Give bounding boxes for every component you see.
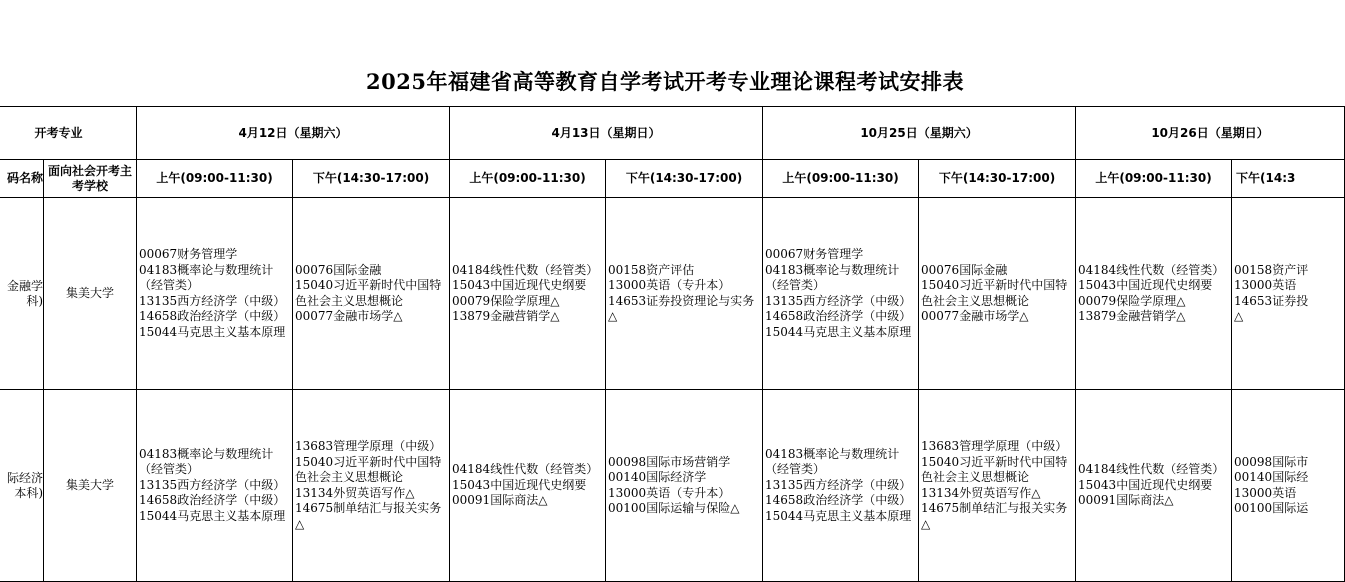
course-cell (1076, 390, 1232, 582)
major-name-cell (0, 198, 44, 390)
course-line: 13135西方经济学（中级） (765, 477, 912, 492)
course-cell (1076, 198, 1232, 390)
page-title: 2025年福建省高等教育自学考试开考专业理论课程考试安排表 (366, 69, 964, 94)
course-line: 00091国际商法△ (1078, 493, 1174, 508)
course-line: 15044马克思主义基本原理 (765, 324, 912, 339)
course-line: 15040习近平新时代中国特 (921, 278, 1068, 292)
course-line: 00076国际金融 (295, 262, 382, 277)
course-line: 15043中国近现代史纲要 (452, 477, 587, 492)
session-pm-header: 下午(14:30-17:00) (606, 160, 763, 198)
course-line: 00098国际市 (1234, 454, 1309, 469)
course-line: 00098国际市场营销学 (608, 454, 731, 469)
course-line: 00100国际运 (1234, 501, 1309, 515)
exam-schedule-table (0, 106, 1345, 582)
session-am-header: 上午(09:00-11:30) (1076, 160, 1232, 198)
course-line: 04183概率论与数理统计 (765, 446, 900, 461)
major-name-header: 码名称 (0, 160, 44, 198)
school-cell: 集美大学 (44, 390, 137, 582)
course-line: 色社会主义思想概论 (921, 470, 1030, 484)
course-line: （经管类） (139, 278, 200, 292)
course-line: 13135西方经济学（中级） (139, 477, 286, 492)
course-line: 15043中国近现代史纲要 (452, 278, 587, 292)
course-line: 15044马克思主义基本原理 (139, 508, 286, 523)
course-line: 15044马克思主义基本原理 (765, 508, 912, 523)
course-cell (919, 198, 1076, 390)
major-name-line: 金融学 (6, 278, 43, 293)
course-line: △ (608, 309, 618, 323)
course-cell (606, 390, 763, 582)
course-line: 13134外贸英语写作△ (921, 485, 1041, 500)
course-line: 色社会主义思想概论 (295, 293, 404, 308)
course-line: 13683管理学原理（中级） (921, 439, 1068, 453)
school-header: 面向社会开考主考学校 (44, 160, 137, 198)
table-row (0, 198, 1345, 390)
course-line: 14675制单结汇与报关实务 (921, 501, 1068, 515)
course-line: 13000英语（专升本） (608, 278, 731, 292)
course-line: 15043中国近现代史纲要 (1078, 278, 1213, 292)
course-line: 04183概率论与数理统计 (765, 262, 900, 277)
course-line: 色社会主义思想概论 (921, 293, 1030, 308)
course-line: 00100国际运输与保险△ (608, 501, 740, 515)
course-line: △ (1234, 309, 1244, 323)
course-line: 13879金融营销学△ (1078, 309, 1186, 323)
course-cell (137, 198, 293, 390)
course-line: 13135西方经济学（中级） (765, 293, 912, 308)
course-line: 04184线性代数（经管类） (1078, 262, 1225, 277)
course-line: 14675制单结汇与报关实务 (295, 501, 442, 515)
course-line: 14653证券投资理论与实务 (608, 293, 755, 308)
course-cell (763, 390, 919, 582)
course-line: 04184线性代数（经管类） (452, 262, 599, 277)
course-line: △ (295, 516, 305, 531)
course-line: 00140国际经济学 (608, 470, 707, 484)
course-line: 13683管理学原理（中级） (295, 439, 442, 453)
course-cell (1232, 198, 1345, 390)
course-line: 13135西方经济学（中级） (139, 293, 286, 308)
course-cell (137, 390, 293, 582)
course-line: 00158资产评 (1234, 262, 1309, 277)
course-line: 13879金融营销学△ (452, 309, 560, 323)
course-line: 15043中国近现代史纲要 (1078, 477, 1213, 492)
date-header: 4月12日（星期六） (137, 107, 450, 160)
course-line: 00079保险学原理△ (452, 293, 560, 308)
course-cell (293, 198, 450, 390)
course-line: 00079保险学原理△ (1078, 293, 1186, 308)
course-line: 00067财务管理学 (139, 247, 238, 261)
course-line: 00067财务管理学 (765, 247, 864, 261)
course-line: 04183概率论与数理统计 (139, 262, 274, 277)
course-line: （经管类） (765, 278, 826, 292)
date-header: 10月25日（星期六） (763, 107, 1076, 160)
course-line: 13000英语（专升本） (608, 485, 731, 500)
course-line: 14658政治经济学（中级） (139, 493, 286, 508)
course-line: 15040习近平新时代中国特 (295, 454, 442, 469)
major-name-cell (0, 390, 44, 582)
course-line: 15040习近平新时代中国特 (921, 454, 1068, 469)
course-line: 14658政治经济学（中级） (765, 493, 912, 508)
course-line: 13134外贸英语写作△ (295, 485, 415, 500)
course-line: 00091国际商法△ (452, 493, 548, 508)
course-line: 13000英语 (1234, 485, 1297, 500)
course-line: 00158资产评估 (608, 262, 695, 277)
course-cell (919, 390, 1076, 582)
course-line: 14653证券投 (1234, 293, 1309, 308)
course-cell (763, 198, 919, 390)
course-line: △ (921, 516, 931, 531)
major-group-header: 开考专业 (0, 107, 137, 160)
course-line: 14658政治经济学（中级） (139, 309, 286, 323)
course-line: 00077金融市场学△ (295, 309, 403, 323)
course-line: 04184线性代数（经管类） (1078, 462, 1225, 477)
course-line: 色社会主义思想概论 (295, 470, 404, 484)
course-line: （经管类） (765, 462, 826, 477)
course-cell (450, 198, 606, 390)
course-cell (450, 390, 606, 582)
course-line: 14658政治经济学（中级） (765, 309, 912, 323)
major-name-line: 际经济 (6, 470, 43, 485)
table-row (0, 390, 1345, 582)
major-name-line: 本科) (14, 485, 43, 500)
course-line: 15044马克思主义基本原理 (139, 324, 286, 339)
course-line: 13000英语 (1234, 278, 1297, 292)
course-line: 15040习近平新时代中国特 (295, 278, 442, 292)
course-line: 04184线性代数（经管类） (452, 462, 599, 477)
session-am-header: 上午(09:00-11:30) (450, 160, 606, 198)
course-line: 00077金融市场学△ (921, 309, 1029, 323)
course-cell (293, 390, 450, 582)
course-line: 04183概率论与数理统计 (139, 446, 274, 461)
session-am-header: 上午(09:00-11:30) (763, 160, 919, 198)
major-name-line: 科) (26, 293, 43, 308)
date-header: 10月26日（星期日） (1076, 107, 1345, 160)
session-pm-header: 下午(14:30-17:00) (293, 160, 450, 198)
session-pm-header: 下午(14:3 (1232, 160, 1345, 198)
course-cell (1232, 390, 1345, 582)
session-am-header: 上午(09:00-11:30) (137, 160, 293, 198)
course-line: 00076国际金融 (921, 262, 1008, 277)
course-line: 00140国际经 (1234, 470, 1309, 484)
session-pm-header: 下午(14:30-17:00) (919, 160, 1076, 198)
course-line: （经管类） (139, 462, 200, 477)
date-header: 4月13日（星期日） (450, 107, 763, 160)
course-cell (606, 198, 763, 390)
school-cell: 集美大学 (44, 198, 137, 390)
